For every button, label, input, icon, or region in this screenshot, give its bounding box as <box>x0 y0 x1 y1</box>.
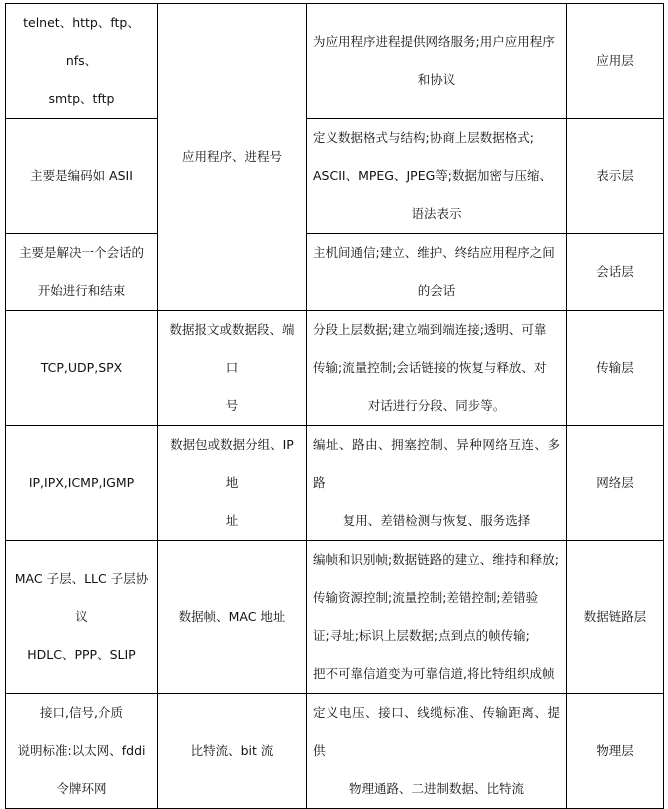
function-cell <box>307 426 567 541</box>
unit-cell <box>158 311 307 426</box>
unit-line: 址 <box>225 513 239 528</box>
function-cell <box>307 694 567 809</box>
table-row-session <box>6 234 664 311</box>
function-line: 证;寻址;标识上层数据;点到点的帧传输; <box>313 628 530 643</box>
function-line: 对话进行分段、同步等。 <box>367 398 506 413</box>
layer-cell: 网络层 <box>567 426 664 541</box>
table-row-data-link <box>6 541 664 694</box>
osi-layers-table <box>5 3 664 809</box>
layer-cell: 传输层 <box>567 311 664 426</box>
protocols-line: IP,IPX,ICMP,IGMP <box>28 475 135 490</box>
function-line: 物理通路、二进制数据、比特流 <box>348 781 524 796</box>
function-cell <box>307 119 567 234</box>
unit-cell-upper <box>158 4 307 311</box>
function-line: 为应用程序进程提供网络服务;用户应用程序 <box>313 34 555 49</box>
function-line: 定义电压、接口、线缆标准、传输距离、提供 <box>313 705 560 758</box>
protocols-line: MAC 子层、LLC 子层协 <box>14 571 149 586</box>
unit-cell <box>158 541 307 694</box>
function-line: 语法表示 <box>411 206 462 221</box>
protocols-line: TCP,UDP,SPX <box>40 360 123 375</box>
table-row-transport <box>6 311 664 426</box>
protocols-line: smtp、tftp <box>48 91 115 106</box>
unit-line: 数据包或数据分组、IP 地 <box>170 437 294 490</box>
protocols-cell <box>6 426 158 541</box>
function-line: 编帧和识别帧;数据链路的建立、维持和释放; <box>313 552 559 567</box>
protocols-line: 令牌环网 <box>56 781 107 796</box>
function-cell <box>307 311 567 426</box>
table-row-network <box>6 426 664 541</box>
protocols-cell <box>6 4 158 119</box>
protocols-line: telnet、http、ftp、nfs、 <box>23 15 140 68</box>
function-line: 分段上层数据;建立端到端连接;透明、可靠 <box>313 322 547 337</box>
protocols-line: 说明标准:以太网、fddi <box>17 743 146 758</box>
function-line: 复用、差错检测与恢复、服务选择 <box>342 513 531 528</box>
function-line: 的会话 <box>417 283 456 298</box>
protocols-cell <box>6 119 158 234</box>
protocols-line: 主要是编码如 ASII <box>30 168 133 183</box>
layer-cell: 数据链路层 <box>567 541 664 694</box>
layer-cell: 应用层 <box>567 4 664 119</box>
protocols-line: 主要是解决一个会话的 <box>18 245 144 260</box>
function-line: 传输;流量控制;会话链接的恢复与释放、对 <box>313 360 547 375</box>
unit-cell <box>158 694 307 809</box>
function-line: 定义数据格式与结构;协商上层数据格式; <box>313 130 534 145</box>
function-cell <box>307 541 567 694</box>
function-cell <box>307 4 567 119</box>
unit-line: 数据帧、MAC 地址 <box>178 609 286 624</box>
layer-cell: 会话层 <box>567 234 664 311</box>
protocols-line: HDLC、PPP、SLIP <box>27 647 136 662</box>
function-cell <box>307 234 567 311</box>
function-line: ASCII、MPEG、JPEG等;数据加密与压缩、 <box>313 168 553 183</box>
protocols-cell <box>6 311 158 426</box>
protocols-cell <box>6 694 158 809</box>
protocols-cell <box>6 234 158 311</box>
layer-cell: 物理层 <box>567 694 664 809</box>
protocols-line: 接口,信号,介质 <box>40 705 123 720</box>
function-line: 主机间通信;建立、维护、终结应用程序之间 <box>313 245 555 260</box>
unit-cell <box>158 426 307 541</box>
function-line: 编址、路由、拥塞控制、异种网络互连、多路 <box>313 437 560 490</box>
protocols-cell <box>6 541 158 694</box>
function-line: 把不可靠信道变为可靠信道,将比特组织成帧 <box>313 666 555 681</box>
function-line: 和协议 <box>417 72 456 87</box>
unit-line: 比特流、bit 流 <box>190 743 274 758</box>
protocols-line: 开始进行和结束 <box>37 283 126 298</box>
unit-line: 数据报文或数据段、端口 <box>169 322 295 375</box>
unit-line: 号 <box>225 398 239 413</box>
layer-cell: 表示层 <box>567 119 664 234</box>
table-row-application <box>6 4 664 119</box>
function-line: 传输资源控制;流量控制;差错控制;差错验 <box>313 590 539 605</box>
unit-line: 应用程序、进程号 <box>181 149 282 164</box>
table-row-physical <box>6 694 664 809</box>
table-row-presentation <box>6 119 664 234</box>
protocols-line: 议 <box>75 609 88 624</box>
